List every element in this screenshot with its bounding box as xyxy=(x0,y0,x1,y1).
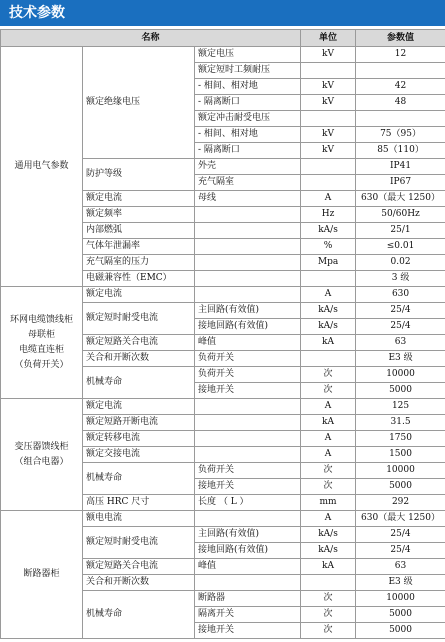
parameter-detail: 峰值 xyxy=(195,335,301,351)
table-row xyxy=(1,511,445,527)
parameter-name: 额定交接电流 xyxy=(83,447,195,463)
parameter-value: 63 xyxy=(356,335,445,351)
parameter-unit: kA/s xyxy=(301,303,356,319)
parameter-detail xyxy=(195,399,301,415)
parameter-name: 额定电流 xyxy=(83,191,195,207)
parameter-name: 额定电流 xyxy=(83,287,195,303)
parameter-detail: 额定短时工频耐压 xyxy=(195,63,301,79)
parameter-detail: - 隔离断口 xyxy=(195,143,301,159)
section-group-line: （组合电器） xyxy=(14,456,69,467)
parameter-detail xyxy=(195,271,301,287)
parameter-unit xyxy=(301,575,356,591)
parameter-detail xyxy=(195,575,301,591)
parameter-value: 5000 xyxy=(356,607,445,623)
parameter-detail: 主回路(有效值) xyxy=(195,303,301,319)
parameter-unit: kV xyxy=(301,47,356,63)
parameter-name: 额定转移电流 xyxy=(83,431,195,447)
parameter-detail xyxy=(195,431,301,447)
parameter-value: 292 xyxy=(356,495,445,511)
parameter-unit: kA/s xyxy=(301,543,356,559)
parameter-name: 额定短路关合电流 xyxy=(83,335,195,351)
parameter-value: 25/4 xyxy=(356,303,445,319)
header-unit: 单位 xyxy=(301,30,356,47)
parameter-value: 10000 xyxy=(356,367,445,383)
section-group-line: 母联柜 xyxy=(27,329,55,340)
parameter-unit xyxy=(301,175,356,191)
parameter-value: 5000 xyxy=(356,383,445,399)
parameter-unit: kA/s xyxy=(301,223,356,239)
parameter-detail: - 相间、相对地 xyxy=(195,79,301,95)
parameter-detail: 母线 xyxy=(195,191,301,207)
parameter-value: 1500 xyxy=(356,447,445,463)
parameter-value: 31.5 xyxy=(356,415,445,431)
parameter-name: 机械寿命 xyxy=(83,463,195,495)
parameter-unit: Hz xyxy=(301,207,356,223)
section-title: 技术参数 xyxy=(9,5,65,21)
section-group-line: 电缆直连柜 xyxy=(18,344,64,355)
parameter-detail: 主回路(有效值) xyxy=(195,527,301,543)
section-group-line: 环网电缆馈线柜 xyxy=(9,314,73,325)
table-header-row xyxy=(1,30,445,47)
parameter-detail: 接地开关 xyxy=(195,479,301,495)
section-group-line: 变压器馈线柜 xyxy=(14,441,69,452)
parameter-value: 50/60Hz xyxy=(356,207,445,223)
parameter-unit: 次 xyxy=(301,383,356,399)
parameter-detail: 额定冲击耐受电压 xyxy=(195,111,301,127)
parameter-detail xyxy=(195,223,301,239)
parameter-value: 1750 xyxy=(356,431,445,447)
parameter-unit: 次 xyxy=(301,623,356,639)
parameter-detail xyxy=(195,287,301,303)
parameter-unit: kV xyxy=(301,127,356,143)
parameter-unit: A xyxy=(301,191,356,207)
parameter-unit: kV xyxy=(301,95,356,111)
parameter-value xyxy=(356,63,445,79)
parameter-unit: A xyxy=(301,399,356,415)
parameter-value: 630（最大 1250） xyxy=(356,191,445,207)
parameter-value: IP67 xyxy=(356,175,445,191)
parameter-name: 充气隔室的压力 xyxy=(83,255,195,271)
parameter-value: 5000 xyxy=(356,479,445,495)
parameter-name: 额定短路开断电流 xyxy=(83,415,195,431)
parameter-value: 42 xyxy=(356,79,445,95)
parameter-unit: A xyxy=(301,447,356,463)
parameter-detail: 长度 （ L ） xyxy=(195,495,301,511)
parameter-value: 630（最大 1250） xyxy=(356,511,445,527)
parameter-detail xyxy=(195,511,301,527)
parameter-value: ≤0.01 xyxy=(356,239,445,255)
parameter-value: 0.02 xyxy=(356,255,445,271)
parameter-detail: 峰值 xyxy=(195,559,301,575)
parameter-detail: - 相间、相对地 xyxy=(195,127,301,143)
parameter-value: 25/4 xyxy=(356,319,445,335)
parameter-detail: 接地回路(有效值) xyxy=(195,543,301,559)
parameter-detail: 隔离开关 xyxy=(195,607,301,623)
parameter-unit: 次 xyxy=(301,479,356,495)
parameter-value: E3 级 xyxy=(356,351,445,367)
parameter-unit xyxy=(301,111,356,127)
section-title-bar xyxy=(0,0,445,26)
parameter-value: 12 xyxy=(356,47,445,63)
parameter-name: 额定频率 xyxy=(83,207,195,223)
section-group-cell xyxy=(1,399,83,511)
parameter-unit xyxy=(301,351,356,367)
parameter-detail xyxy=(195,415,301,431)
parameter-unit: kA xyxy=(301,335,356,351)
parameter-name: 高压 HRC 尺寸 xyxy=(83,495,195,511)
header-name: 名称 xyxy=(1,30,301,47)
parameter-value: E3 级 xyxy=(356,575,445,591)
parameter-unit: kV xyxy=(301,79,356,95)
parameter-name: 额定电流 xyxy=(83,399,195,415)
parameter-detail: 额定电压 xyxy=(195,47,301,63)
parameter-unit: A xyxy=(301,431,356,447)
parameter-value: 3 级 xyxy=(356,271,445,287)
parameter-unit: A xyxy=(301,511,356,527)
parameter-detail: - 隔离断口 xyxy=(195,95,301,111)
parameter-unit: A xyxy=(301,287,356,303)
section-group-cell xyxy=(1,511,83,639)
parameter-name: 关合和开断次数 xyxy=(83,351,195,367)
parameter-detail: 断路器 xyxy=(195,591,301,607)
parameter-unit: 次 xyxy=(301,591,356,607)
parameter-detail: 负荷开关 xyxy=(195,367,301,383)
parameter-value: 85（110） xyxy=(356,143,445,159)
parameter-unit xyxy=(301,63,356,79)
section-group-line: 通用电气参数 xyxy=(14,161,69,171)
parameter-value: 25/4 xyxy=(356,527,445,543)
parameter-detail: 接地回路(有效值) xyxy=(195,319,301,335)
parameter-detail: 接地开关 xyxy=(195,623,301,639)
parameter-value: 63 xyxy=(356,559,445,575)
parameter-name: 气体年泄漏率 xyxy=(83,239,195,255)
parameter-value: 125 xyxy=(356,399,445,415)
parameter-value: IP41 xyxy=(356,159,445,175)
technical-parameters-table xyxy=(0,29,445,639)
parameter-detail: 负荷开关 xyxy=(195,463,301,479)
parameter-value: 75（95） xyxy=(356,127,445,143)
section-group-cell xyxy=(1,47,83,287)
parameter-name: 额电电流 xyxy=(83,511,195,527)
parameter-detail: 充气隔室 xyxy=(195,175,301,191)
parameter-unit xyxy=(301,159,356,175)
parameter-value xyxy=(356,111,445,127)
parameter-unit: kA xyxy=(301,559,356,575)
parameter-detail: 负荷开关 xyxy=(195,351,301,367)
parameter-name: 额定短时耐受电流 xyxy=(83,303,195,335)
parameter-value: 630 xyxy=(356,287,445,303)
parameter-detail xyxy=(195,207,301,223)
table-row xyxy=(1,399,445,415)
parameter-name: 关合和开断次数 xyxy=(83,575,195,591)
parameter-unit: % xyxy=(301,239,356,255)
parameter-unit: 次 xyxy=(301,463,356,479)
section-group-line: （负荷开关） xyxy=(14,359,69,370)
section-group-cell xyxy=(1,287,83,399)
parameter-unit: kV xyxy=(301,143,356,159)
table-row xyxy=(1,287,445,303)
parameter-unit: Mpa xyxy=(301,255,356,271)
parameter-detail: 外壳 xyxy=(195,159,301,175)
parameter-value: 5000 xyxy=(356,623,445,639)
parameter-name: 额定绝缘电压 xyxy=(83,47,195,159)
parameter-value: 25/4 xyxy=(356,543,445,559)
table-row xyxy=(1,47,445,63)
parameter-unit: 次 xyxy=(301,367,356,383)
parameter-name: 额定短路关合电流 xyxy=(83,559,195,575)
parameter-detail: 接地开关 xyxy=(195,383,301,399)
parameter-value: 10000 xyxy=(356,463,445,479)
parameter-value: 48 xyxy=(356,95,445,111)
parameter-unit: 次 xyxy=(301,607,356,623)
parameter-unit: kA/s xyxy=(301,527,356,543)
parameter-detail xyxy=(195,255,301,271)
parameter-name: 额定短时耐受电流 xyxy=(83,527,195,559)
header-value: 参数值 xyxy=(356,30,445,47)
section-group-line: 断路器柜 xyxy=(23,569,60,579)
parameter-detail xyxy=(195,447,301,463)
parameter-name: 机械寿命 xyxy=(83,591,195,639)
parameter-unit xyxy=(301,271,356,287)
parameter-value: 25/1 xyxy=(356,223,445,239)
parameter-value: 10000 xyxy=(356,591,445,607)
parameter-name: 机械寿命 xyxy=(83,367,195,399)
parameter-unit: kA xyxy=(301,415,356,431)
parameter-unit: kA/s xyxy=(301,319,356,335)
parameter-unit: mm xyxy=(301,495,356,511)
parameter-detail xyxy=(195,239,301,255)
parameter-name: 电磁兼容性（EMC） xyxy=(83,271,195,287)
parameter-name: 防护等级 xyxy=(83,159,195,191)
table-body xyxy=(1,47,445,639)
parameter-name: 内部燃弧 xyxy=(83,223,195,239)
